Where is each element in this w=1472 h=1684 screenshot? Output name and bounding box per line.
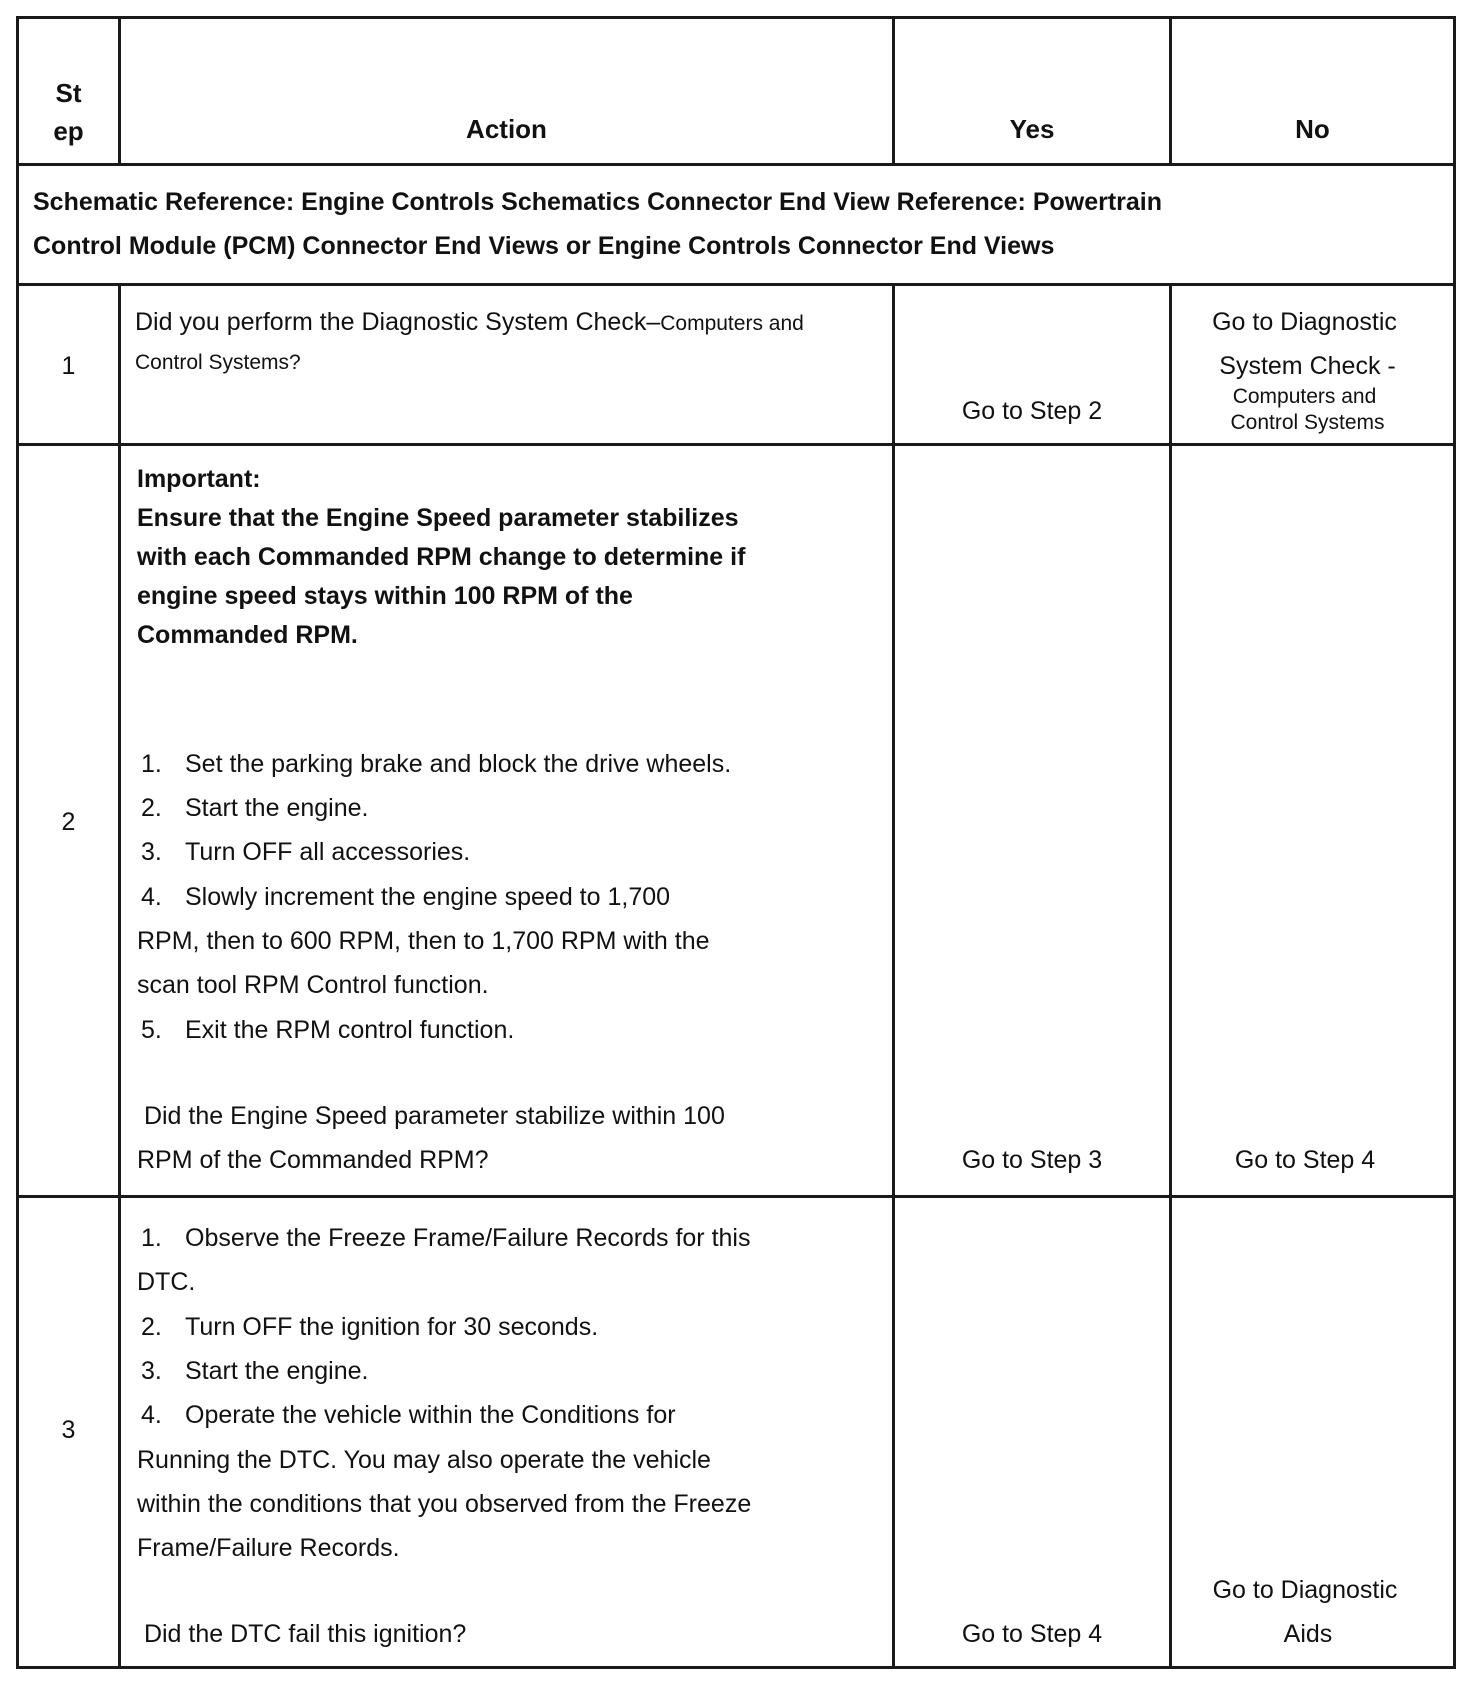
- row3-procedure-step-4-cont3: Frame/Failure Records.: [137, 1534, 400, 1562]
- row2-procedure-step-2-num: 2.: [141, 794, 162, 822]
- row2-step: 2: [61, 808, 76, 836]
- row3-procedure-step-4-cont1: Running the DTC. You may also operate the vehicle: [137, 1446, 711, 1474]
- header-step-line1: St: [55, 78, 82, 108]
- schematic-reference-line2: Control Module (PCM) Connector End Views or Engine Controls Connector End Views: [33, 232, 1055, 260]
- col-divider-yes-body: [1169, 283, 1172, 1669]
- row3-procedure-step-4: [137, 1399, 676, 1431]
- row2-procedure-step-4-num: 4.: [141, 883, 162, 911]
- row1-no-line2: System Check -: [1219, 352, 1396, 380]
- schematic-reference-line1: Schematic Reference: Engine Controls Schematics Connector End View Reference: Powertrain: [33, 188, 1163, 216]
- table-border-bottom: [16, 1666, 1456, 1669]
- row3-procedure-step-3-text: Start the engine.: [185, 1357, 369, 1385]
- row3-procedure-step-1: [137, 1222, 750, 1254]
- row2-procedure-step-5: [137, 1014, 514, 1046]
- row2-procedure-step-2-text: Start the engine.: [185, 794, 369, 822]
- header-step: [19, 74, 118, 150]
- row2-procedure-step-3-num: 3.: [141, 838, 162, 866]
- row2-important-line1: Ensure that the Engine Speed parameter stabilizes: [137, 504, 739, 532]
- col-divider-action-body: [892, 283, 895, 1669]
- header-step-line2: ep: [53, 116, 84, 146]
- row3-procedure-step-3-num: 3.: [141, 1357, 162, 1385]
- row3-procedure-step-4-num: 4.: [141, 1401, 162, 1429]
- row3-no-line2: Aids: [1283, 1620, 1333, 1648]
- row3-procedure-step-4-cont2: within the conditions that you observed from the Freeze: [137, 1490, 752, 1518]
- row3-procedure-step-2-text: Turn OFF the ignition for 30 seconds.: [185, 1313, 599, 1341]
- row1-no-line4: Control Systems: [1230, 411, 1385, 434]
- row2-question-line2: RPM of the Commanded RPM?: [137, 1146, 489, 1174]
- row1-no-line1: Go to Diagnostic: [1212, 308, 1397, 336]
- table-border-top: [16, 16, 1456, 19]
- row2-procedure-step-4-cont1: RPM, then to 600 RPM, then to 1,700 RPM with the: [137, 927, 710, 955]
- row2-important-line2: with each Commanded RPM change to determine if: [137, 543, 746, 571]
- row1-action-text: Did you perform the Diagnostic System Check: [135, 308, 647, 336]
- row1-no-line3: Computers and: [1232, 385, 1377, 408]
- row2-procedure-step-1-text: Set the parking brake and block the drive wheels.: [185, 750, 732, 778]
- row3-procedure-step-3: [137, 1355, 368, 1387]
- row3-procedure-step-1-cont: DTC.: [137, 1268, 196, 1296]
- header-no: No: [1295, 114, 1330, 144]
- col-divider-step-body: [118, 283, 121, 1669]
- row3-procedure-step-1-num: 1.: [141, 1224, 162, 1252]
- row2-procedure-step-3-text: Turn OFF all accessories.: [185, 838, 471, 866]
- header-divider: [16, 163, 1456, 166]
- row3-procedure-step-4-text: Operate the vehicle within the Conditions for: [185, 1401, 676, 1429]
- row1-action: [135, 306, 804, 338]
- row2-procedure-step-3: [137, 836, 470, 868]
- row3-no-line1: Go to Diagnostic: [1212, 1576, 1398, 1604]
- header-yes: Yes: [1009, 114, 1055, 144]
- row3-procedure-step-2: [137, 1311, 598, 1343]
- row3-procedure-step-2-num: 2.: [141, 1313, 162, 1341]
- row2-procedure-step-5-text: Exit the RPM control function.: [185, 1016, 515, 1044]
- row2-question-line1: Did the Engine Speed parameter stabilize within 100: [137, 1102, 725, 1130]
- row2-procedure-step-4: [137, 881, 670, 913]
- row2-procedure-step-4-text: Slowly increment the engine speed to 1,700: [185, 883, 671, 911]
- row1-action-dash: –: [646, 308, 661, 336]
- row2-procedure-step-1-num: 1.: [141, 750, 162, 778]
- row1-action-line2: Control Systems?: [135, 351, 301, 374]
- row2-important-title: Important:: [137, 465, 261, 493]
- row2-important-line3: engine speed stays within 100 RPM of the: [137, 582, 633, 610]
- row2-important-line4: Commanded RPM.: [137, 621, 358, 649]
- table-border-right: [1453, 16, 1456, 1669]
- row2-yes: Go to Step 3: [961, 1146, 1103, 1174]
- row1-step: 1: [61, 352, 76, 380]
- row2-no: Go to Step 4: [1234, 1146, 1376, 1174]
- row1-action-small: Computers and: [660, 312, 804, 335]
- row1-yes: Go to Step 2: [961, 397, 1103, 425]
- row3-yes: Go to Step 4: [961, 1620, 1103, 1648]
- row2-procedure-step-1: [137, 748, 731, 780]
- row1-divider: [16, 443, 1456, 446]
- row2-procedure-step-5-num: 5.: [141, 1016, 162, 1044]
- row2-divider: [16, 1195, 1456, 1198]
- row3-question: Did the DTC fail this ignition?: [137, 1620, 467, 1648]
- row2-procedure-step-2: [137, 792, 368, 824]
- row3-procedure-step-1-text: Observe the Freeze Frame/Failure Records for this: [185, 1224, 751, 1252]
- reference-divider: [16, 283, 1456, 286]
- row3-step: 3: [61, 1416, 76, 1444]
- header-action: Action: [466, 114, 547, 144]
- row2-procedure-step-4-cont2: scan tool RPM Control function.: [137, 971, 489, 999]
